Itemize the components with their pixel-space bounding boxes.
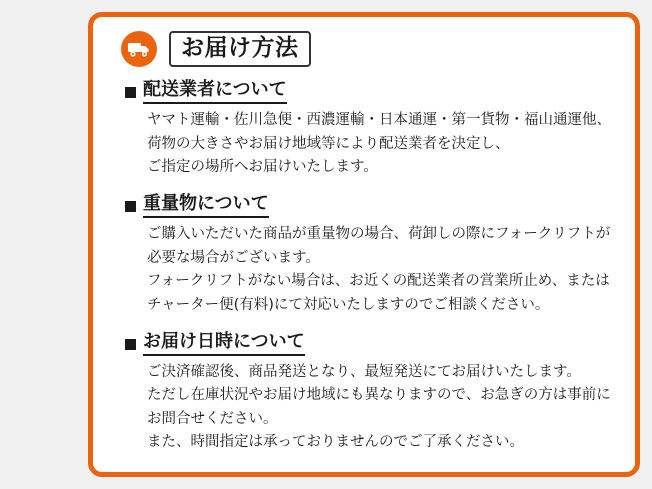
- page-title-box: [169, 31, 311, 67]
- body-line: 荷物の大きさやお届け地域等により配送業者を決定し、: [147, 135, 510, 152]
- bullet-square-icon: [125, 87, 136, 98]
- section-heading: 配送業者について: [143, 79, 287, 104]
- bullet-square-icon: [125, 339, 136, 350]
- section-delivery-date: [125, 331, 615, 455]
- section-heading: お届け日時について: [143, 331, 305, 356]
- page-title: お届け方法: [181, 35, 299, 61]
- bullet-square-icon: [125, 201, 136, 212]
- panel-header: [121, 31, 615, 67]
- body-line: ヤマト運輸・佐川急便・西濃運輸・日本通運・第一貨物・福山通運他、: [147, 112, 611, 129]
- panel-inner: [93, 17, 635, 465]
- section-body: [147, 361, 615, 455]
- body-line: ただし在庫状況やお届け地域にも異なりますので、お急ぎの方は事前に: [147, 387, 611, 404]
- delivery-truck-icon: [121, 31, 157, 67]
- section-body: [147, 109, 615, 179]
- section-heading-row: [125, 79, 615, 104]
- delivery-info-panel: [88, 12, 640, 477]
- section-heading-row: [125, 193, 615, 218]
- body-line: チャーター便(有料)にて対応いたしますのでご相談ください。: [147, 296, 550, 313]
- body-line: ご指定の場所へお届けいたします。: [147, 159, 378, 175]
- body-line: ご決済確認後、商品発送となり、最短発送にてお届けいたします。: [147, 363, 581, 380]
- section-shipping-carriers: [125, 79, 615, 179]
- section-heading-row: [125, 331, 615, 356]
- body-line: 必要な場合がございます。: [147, 249, 320, 266]
- body-line: また、時間指定は承っておりませんのでご了承ください。: [147, 434, 524, 451]
- section-heading: 重量物について: [143, 193, 269, 218]
- body-line: フォークリフトがない場合は、お近くの配送業者の営業所止め、または: [147, 273, 610, 290]
- body-line: ご購入いただいた商品が重量物の場合、荷卸しの際にフォークリフトが: [147, 226, 611, 243]
- section-heavy-items: [125, 193, 615, 317]
- section-body: [147, 223, 615, 317]
- body-line: お問合せください。: [147, 410, 278, 427]
